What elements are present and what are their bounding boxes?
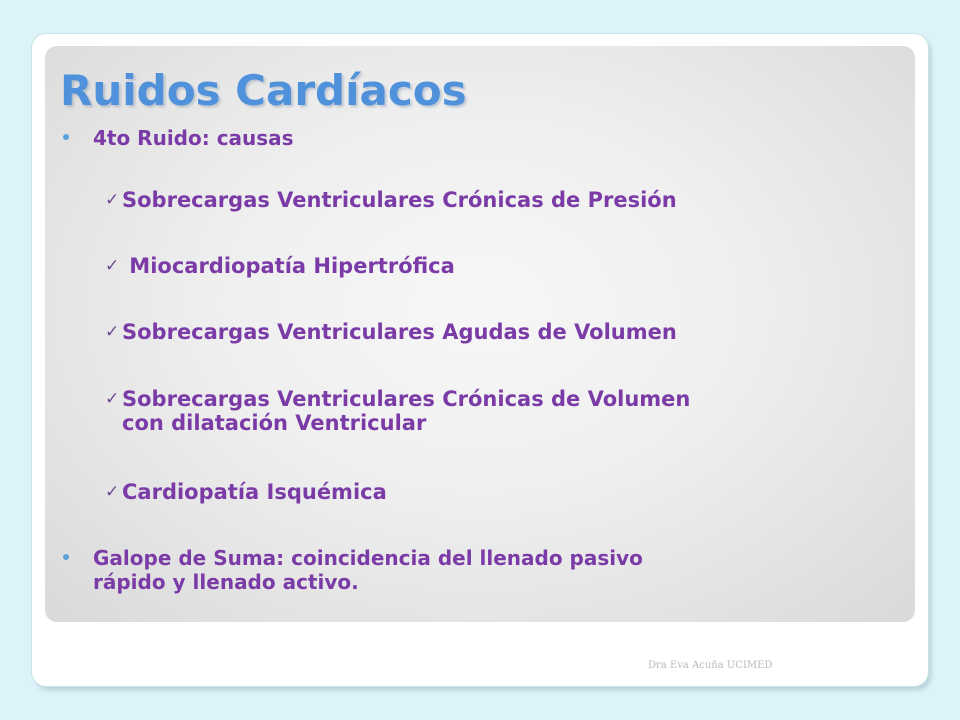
bullet-text: 4to Ruido: causas [93,126,294,150]
checkmark-icon: ✓ [105,190,120,210]
footer-author: Dra Eva Acuña UCIMED [648,660,773,671]
check-item-ischemic-heart-disease [105,480,885,504]
check-item-text: Miocardiopatía Hipertrófica [122,254,455,278]
bullet-text: Galope de Suma: coincidencia del llenado pasivo rápido y llenado activo. [93,546,643,594]
bullet-dot-icon [63,134,69,140]
check-item-chronic-volume [105,387,885,435]
check-item-hypertrophic-cardiomyopathy [105,254,885,278]
check-item-text: Sobrecargas Ventriculares Agudas de Volumen [122,320,677,344]
check-item-acute-volume [105,320,885,344]
slide-title: Ruidos Cardíacos [60,66,467,115]
checkmark-icon: ✓ [105,256,120,276]
bullet-item-fourth-sound [63,126,823,150]
checkmark-icon: ✓ [105,482,120,502]
bullet-dot-icon [63,554,69,560]
bullet-item-summation-gallop [63,546,853,594]
check-item-text: Sobrecargas Ventriculares Crónicas de Presión [122,188,677,212]
check-item-text: Sobrecargas Ventriculares Crónicas de Volumen con dilatación Ventricular [122,387,691,435]
check-item-text: Cardiopatía Isquémica [122,480,387,504]
checkmark-icon: ✓ [105,322,120,342]
check-item-chronic-pressure [105,188,885,212]
checkmark-icon: ✓ [105,389,120,409]
